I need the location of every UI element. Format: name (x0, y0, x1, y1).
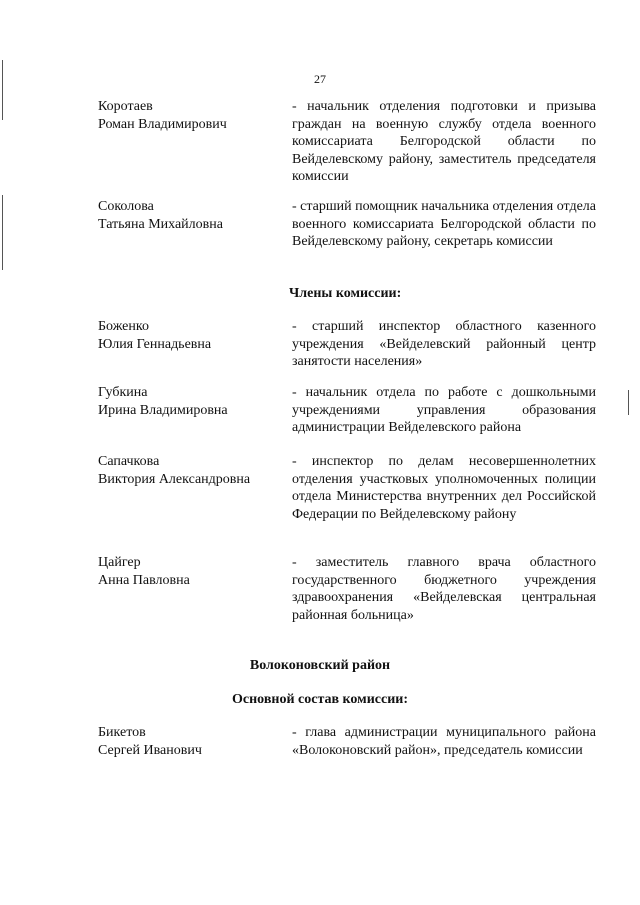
members-heading: Члены комиссии: (289, 286, 402, 301)
person-name (98, 724, 278, 760)
scan-edge-mark-top (2, 60, 3, 120)
person-surname: Бикетов (98, 725, 146, 740)
person-given-name: Юлия Геннадьевна (98, 337, 212, 352)
person-role: - начальник отделения подготовки и призыва граждан на военную службу отдела военного комиссариата Белгородской области по Вейделевскому району, заместитель председателя комиссии (292, 99, 596, 184)
district-heading: Волоконовский район (249, 658, 391, 673)
person-surname: Цайгер (98, 555, 141, 570)
person-name (98, 453, 278, 489)
person-role: - инспектор по делам несовершеннолетних отделения участковых уполномоченных полиции отдела Министерства внутренних дел Российской Федерации по Вейделевскому району (292, 454, 596, 522)
person-name (98, 384, 278, 420)
scan-edge-mark-right (628, 390, 629, 415)
person-name (98, 198, 278, 234)
person-surname: Губкина (98, 385, 148, 400)
scan-edge-mark-mid (2, 195, 3, 270)
person-given-name: Анна Павловна (98, 573, 190, 588)
person-role: - старший помощник начальника отделения отдела военного комиссариата Белгородской области по Вейделевскому району, секретарь комиссии (292, 199, 596, 249)
person-role: - глава администрации муниципального района «Волоконовский район», председатель комиссии (292, 725, 596, 758)
person-name (98, 98, 278, 134)
person-given-name: Сергей Иванович (98, 743, 202, 758)
person-given-name: Ирина Владимировна (98, 403, 228, 418)
person-given-name: Татьяна Михайловна (98, 217, 223, 232)
person-surname: Боженко (98, 319, 149, 334)
person-name (98, 554, 278, 590)
main-composition-heading: Основной состав комиссии: (232, 692, 408, 707)
person-surname: Соколова (98, 199, 154, 214)
person-role: - заместитель главного врача областного государственного бюджетного учреждения здравоохранения «Вейделевская центральная районная больница» (292, 555, 596, 623)
person-role: - начальник отдела по работе с дошкольными учреждениями управления образования администрации Вейделевского района (292, 385, 596, 435)
person-surname: Сапачкова (98, 454, 160, 469)
person-name (98, 318, 278, 354)
person-surname: Коротаев (98, 99, 153, 114)
person-given-name: Виктория Александровна (98, 472, 251, 487)
person-role: - старший инспектор областного казенного учреждения «Вейделевский районный центр занятости населения» (292, 319, 596, 369)
person-given-name: Роман Владимирович (98, 117, 227, 132)
page-number: 27 (314, 72, 326, 86)
